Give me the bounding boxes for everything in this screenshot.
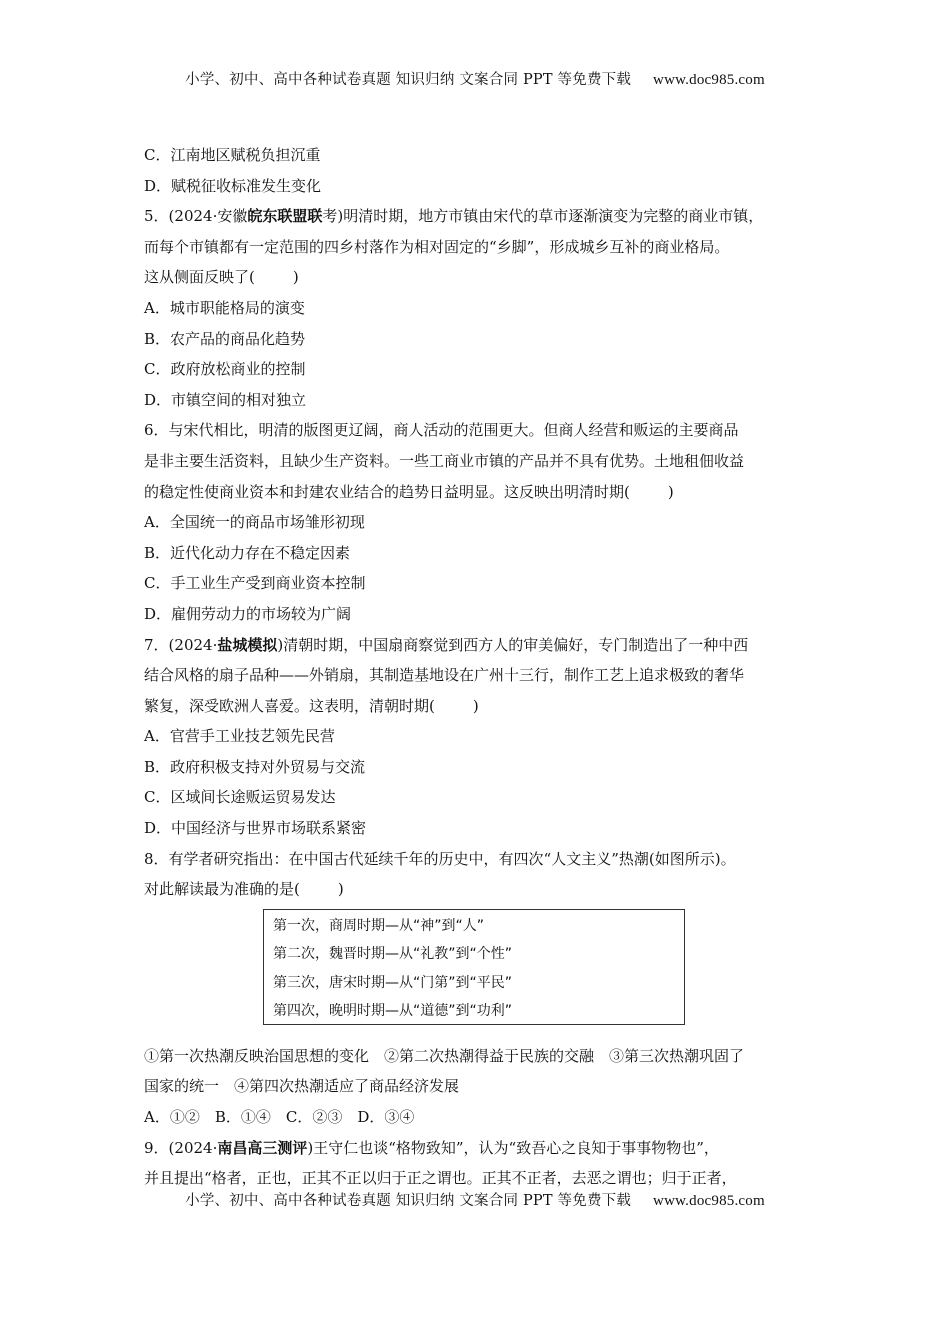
q9-source: (2024·南昌高三测评) [168, 1138, 314, 1157]
q7-source: (2024·盐城模拟) [168, 635, 284, 654]
q5-stem-line2: 而每个市镇都有一定范围的四乡村落作为相对固定的“乡脚”，形成城乡互补的商业格局。 [144, 237, 730, 256]
q9-stem-line2: 并且提出“格者，正也，正其不正以归于正之谓也。正其不正者，去恶之谓也；归于正者， [144, 1169, 737, 1188]
q4-option-d: D．赋税征收标准发生变化 [144, 176, 322, 195]
q9-stem-line1: 9．(2024·南昌高三测评)王守仁也谈“格物致知”，认为“致吾心之良知于事事物物也”， [144, 1138, 719, 1157]
q4-option-c: C．江南地区赋税负担沉重 [144, 146, 321, 164]
q9-number: 9． [144, 1138, 169, 1157]
q7-option-d: D．中国经济与世界市场联系紧密 [144, 819, 367, 838]
q6-option-a: A．全国统一的商品市场雏形初现 [144, 513, 365, 532]
humanism-waves-table [263, 909, 685, 1025]
footer-text: 小学、初中、高中各种试卷真题 知识归纳 文案合同 PPT 等免费下载 [185, 1193, 632, 1209]
q7-stem-line2: 结合风格的扇子品种——外销扇，其制造基地设在广州十三行，制作工艺上追求极致的奢华 [144, 666, 745, 685]
q6-option-c: C．手工业生产受到商业资本控制 [144, 574, 366, 593]
table-row-3: 第三次，唐宋时期—从“门第”到“平民” [273, 974, 513, 991]
q8-stem-line2: 对此解读最为准确的是( ) [144, 880, 344, 899]
q8-statements-line1: ①第一次热潮反映治国思想的变化 ②第二次热潮得益于民族的交融 ③第三次热潮巩固了 [144, 1046, 745, 1065]
q6-option-b: B．近代化动力存在不稳定因素 [144, 543, 351, 562]
q5-number: 5． [144, 207, 169, 226]
q7-stem-line3: 繁复，深受欧洲人喜爱。这表明，清朝时期( ) [144, 696, 479, 715]
q6-option-d: D．雇佣劳动力的市场较为广阔 [144, 604, 352, 623]
page-header [0, 68, 950, 89]
q6-stem-line2: 是非主要生活资料，且缺少生产资料。一些工商业市镇的产品并不具有优势。土地租佃收益 [144, 451, 745, 470]
q7-number: 7． [144, 635, 169, 654]
document-body [144, 140, 816, 1194]
q7-option-b: B．政府积极支持对外贸易与交流 [144, 757, 366, 776]
q5-option-b: B．农产品的商品化趋势 [144, 329, 306, 348]
q7-option-c: C．区域间长途贩运贸易发达 [144, 788, 336, 807]
q5-option-c: C．政府放松商业的控制 [144, 360, 306, 379]
q8-statements-line2: 国家的统一 ④第四次热潮适应了商品经济发展 [144, 1077, 460, 1096]
q5-option-d: D．市镇空间的相对独立 [144, 390, 307, 409]
q7-option-a: A．官营手工业技艺领先民营 [144, 727, 335, 746]
q8-stem-line1: 8．有学者研究指出：在中国古代延续千年的历史中，有四次“人文主义”热潮(如图所示)。 [144, 849, 736, 868]
table-row-2: 第二次，魏晋时期—从“礼教”到“个性” [273, 946, 513, 963]
q5-source: (2024·安徽皖东联盟联考) [168, 207, 344, 226]
table-row-1: 第一次，商周时期—从“神”到“人” [273, 917, 485, 934]
header-url[interactable]: www.doc985.com [653, 72, 765, 88]
q5-option-a: A．城市职能格局的演变 [144, 298, 305, 317]
q7-stem-line1: 7．(2024·盐城模拟)清朝时期，中国扇商察觉到西方人的审美偏好，专门制造出了一种中西 [144, 635, 749, 654]
q5-stem-line3: 这从侧面反映了( ) [144, 268, 299, 287]
footer-url[interactable]: www.doc985.com [653, 1193, 765, 1209]
page-footer [0, 1189, 950, 1210]
header-text: 小学、初中、高中各种试卷真题 知识归纳 文案合同 PPT 等免费下载 [185, 72, 632, 88]
q6-stem-line3: 的稳定性使商业资本和封建农业结合的趋势日益明显。这反映出明清时期( ) [144, 482, 674, 501]
q5-stem-line1: 5．(2024·安徽皖东联盟联考)明清时期，地方市镇由宋代的草市逐渐演变为完整的商业市镇， [144, 207, 764, 226]
q8-options: A．①② B．①④ C．②③ D．③④ [144, 1108, 415, 1127]
table-row-4: 第四次，晚明时期—从“道德”到“功利” [273, 1003, 513, 1020]
q6-stem-line1: 6．与宋代相比，明清的版图更辽阔，商人活动的范围更大。但商人经营和贩运的主要商品 [144, 421, 739, 440]
